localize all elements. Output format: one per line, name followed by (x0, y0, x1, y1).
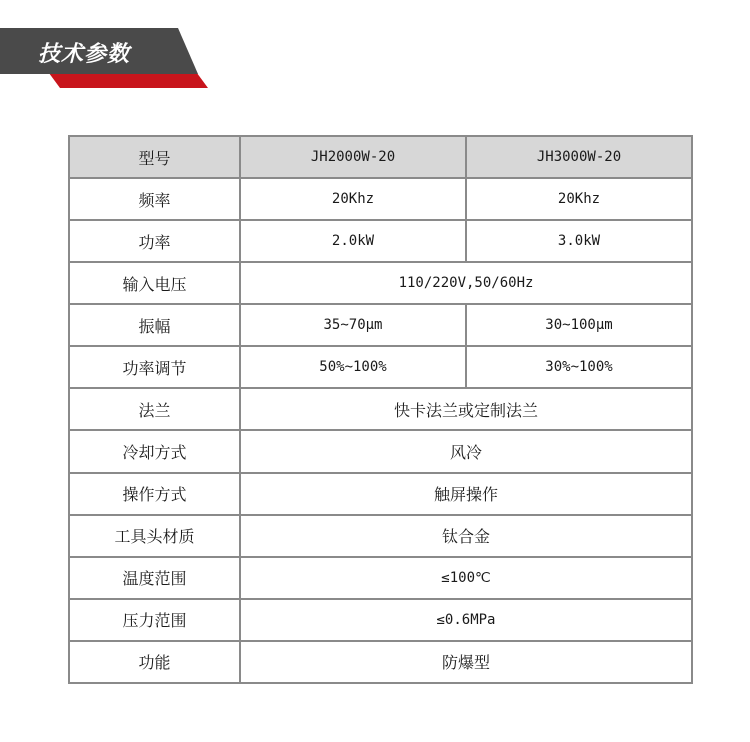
row-label: 振幅 (69, 304, 240, 346)
section-title: 技术参数 (38, 42, 131, 67)
row-value-a: 2.0kW (240, 220, 466, 262)
row-label: 操作方式 (69, 473, 240, 515)
table-row (69, 304, 692, 346)
row-label: 工具头材质 (69, 515, 240, 557)
row-label: 法兰 (69, 388, 240, 430)
row-value-b: 20Khz (466, 178, 692, 220)
table-row (69, 262, 692, 304)
row-label: 输入电压 (69, 262, 240, 304)
spec-table (68, 135, 693, 684)
table-row (69, 220, 692, 262)
table-row (69, 388, 692, 430)
table-row (69, 430, 692, 472)
row-value-b: 30~100μm (466, 304, 692, 346)
table-header-row (69, 136, 692, 178)
row-label: 功率调节 (69, 346, 240, 388)
table-row (69, 178, 692, 220)
row-value-merged: 触屏操作 (240, 473, 692, 515)
row-label: 功能 (69, 641, 240, 683)
row-value-merged: 110/220V,50/60Hz (240, 262, 692, 304)
row-value-merged: 风冷 (240, 430, 692, 472)
row-value-merged: ≤100℃ (240, 557, 692, 599)
row-label: 温度范围 (69, 557, 240, 599)
row-label: 冷却方式 (69, 430, 240, 472)
row-value-merged: 钛合金 (240, 515, 692, 557)
section-banner (0, 28, 210, 90)
row-value-merged: 防爆型 (240, 641, 692, 683)
row-value-merged: 快卡法兰或定制法兰 (240, 388, 692, 430)
row-label: 压力范围 (69, 599, 240, 641)
header-model-b: JH3000W-20 (466, 136, 692, 178)
table-row (69, 473, 692, 515)
header-label: 型号 (69, 136, 240, 178)
row-value-a: 50%~100% (240, 346, 466, 388)
row-value-b: 30%~100% (466, 346, 692, 388)
table-row (69, 557, 692, 599)
table-row (69, 515, 692, 557)
row-label: 功率 (69, 220, 240, 262)
table-row (69, 641, 692, 683)
row-value-a: 20Khz (240, 178, 466, 220)
row-label: 频率 (69, 178, 240, 220)
table-row (69, 599, 692, 641)
row-value-a: 35~70μm (240, 304, 466, 346)
table-row (69, 346, 692, 388)
header-model-a: JH2000W-20 (240, 136, 466, 178)
row-value-merged: ≤0.6MPa (240, 599, 692, 641)
row-value-b: 3.0kW (466, 220, 692, 262)
